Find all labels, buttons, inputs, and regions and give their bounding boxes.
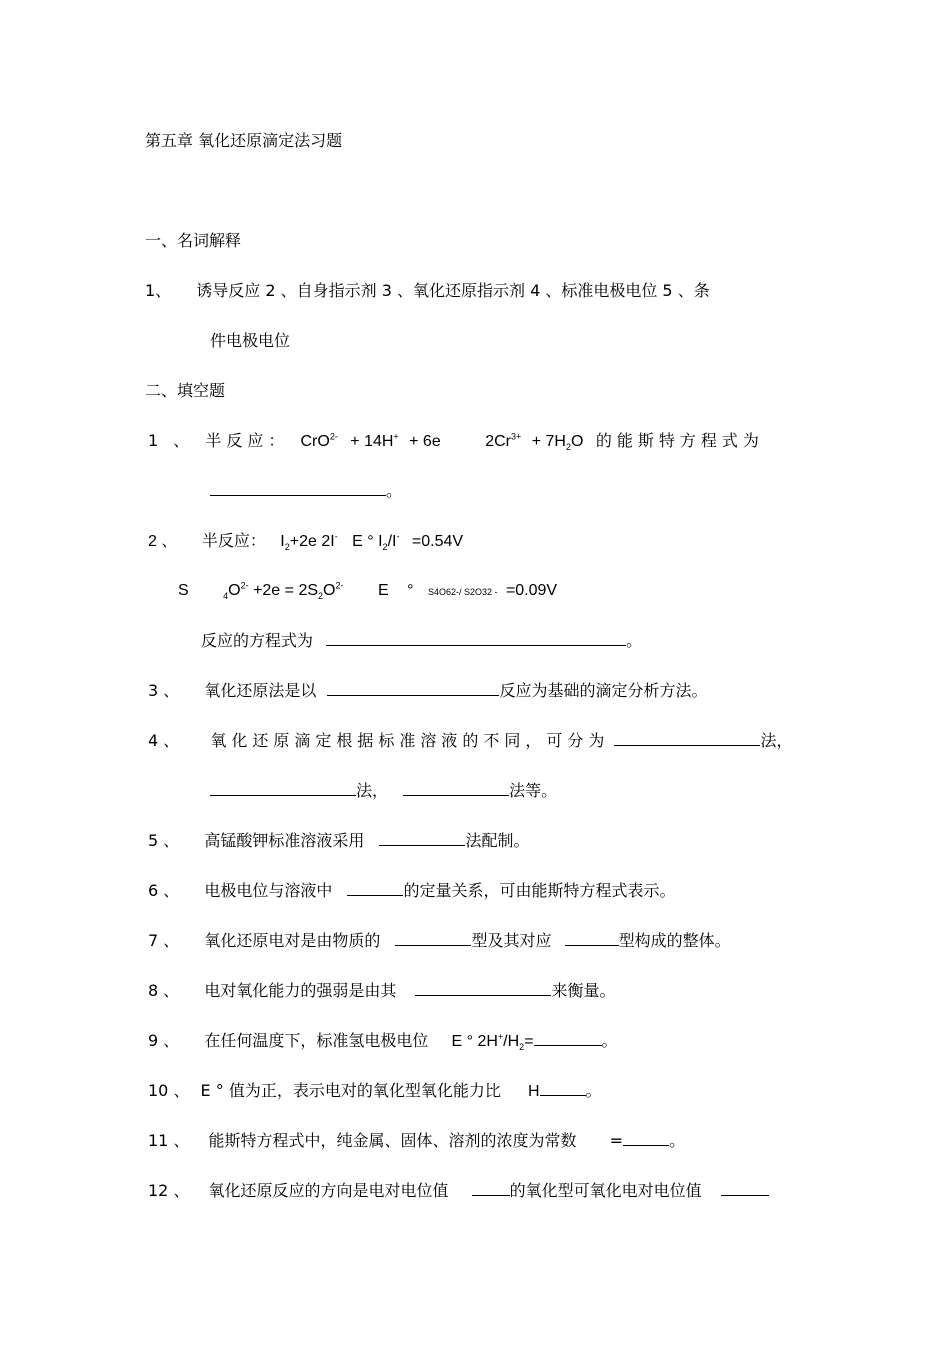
- question-number: 5 、: [148, 831, 180, 850]
- question-2-2-line3: 反应的方程式为 。: [201, 631, 643, 650]
- equation: CrO$^{2-}$ + 14H+ + 6e $2Cr^{3+} + 7H_2O$: [300, 431, 584, 453]
- blank-line[interactable]: [534, 1031, 602, 1046]
- question-number: 7 、: [148, 931, 180, 950]
- question-2-9: 9 、 在任何温度下，标准氢电极电位 E ° $2H^+/H_2=$ 。: [148, 1031, 618, 1053]
- question-number: 11 、: [148, 1131, 190, 1150]
- question-2-8: 8 、 电对氧化能力的强弱是由其 来衡量。: [148, 981, 616, 1000]
- question-2-2: 2 、 半反应： $I_2+2e$ 2I- E ° $I_2/I^- =0.54V$: [148, 531, 464, 553]
- blank-line[interactable]: [210, 481, 386, 496]
- question-number: 9 、: [148, 1031, 180, 1050]
- answer-blank-1: 。: [210, 481, 402, 501]
- page-title: 第五章 氧化还原滴定法习题: [145, 131, 343, 150]
- question-2-2-eq2: S $_4O^{2-} +2e = 2S_2O^{2-}$ E ° S4O62-/ S2O32 - =0.09V: [178, 580, 558, 602]
- question-2-3: 3 、 氧化还原法是以 反应为基础的滴定分析方法。: [148, 681, 708, 700]
- question-text: 半反应：: [201, 531, 266, 550]
- blank-line[interactable]: [472, 1181, 510, 1196]
- question-number: 6 、: [148, 881, 180, 900]
- question-number: 1、: [145, 281, 172, 300]
- question-2-7: 7 、 氧化还原电对是由物质的 型及其对应 型构成的整体。: [148, 931, 731, 950]
- question-tail: 的能斯特方程式为: [595, 431, 764, 450]
- blank-line[interactable]: [614, 731, 760, 746]
- question-number: 3 、: [148, 681, 180, 700]
- blank-line[interactable]: [326, 631, 626, 646]
- question-1-1: [145, 281, 710, 301]
- question-1-1-cont: 件电极电位: [210, 331, 291, 350]
- section-heading-terms: 一、名词解释: [145, 231, 242, 250]
- question-text: 诱导反应 2 、自身指示剂 3 、氧化还原指示剂 4 、标准电极电位 5 、条: [196, 281, 710, 300]
- blank-line[interactable]: [347, 881, 403, 896]
- blank-line[interactable]: [721, 1181, 769, 1196]
- question-number: 8 、: [148, 981, 180, 1000]
- question-number: 4 、: [148, 731, 180, 750]
- question-2-6: 6 、 电极电位与溶液中 的定量关系，可由能斯特方程式表示。: [148, 881, 676, 900]
- section-heading-fill: 二、填空题: [145, 381, 226, 400]
- question-number: 2 、: [148, 533, 178, 550]
- question-2-1: [148, 431, 764, 452]
- blank-line[interactable]: [379, 831, 465, 846]
- question-2-10: 10 、 E ° 值为正，表示电对的氧化型氧化能力比 H 。: [148, 1081, 602, 1100]
- question-number: 10 、: [148, 1081, 190, 1100]
- question-number: 1 、: [148, 431, 195, 450]
- question-2-4: 4 、 氧化还原滴定根据标准溶液的不同，可分为 法，: [148, 731, 793, 750]
- question-number: 12 、: [148, 1181, 190, 1200]
- blank-line[interactable]: [395, 931, 471, 946]
- blank-line[interactable]: [403, 781, 509, 796]
- blank-line[interactable]: [415, 981, 551, 996]
- blank-line[interactable]: [623, 1131, 669, 1146]
- question-2-5: 5 、 高锰酸钾标准溶液采用 法配制。: [148, 831, 530, 850]
- question-text: 半反应：: [205, 431, 290, 450]
- question-2-11: 11 、 能斯特方程式中，纯金属、固体、溶剂的浓度为常数 = 。: [148, 1131, 686, 1150]
- blank-line[interactable]: [210, 781, 356, 796]
- question-2-12: 12 、 氧化还原反应的方向是电对电位值 的氧化型可氧化电对电位值: [148, 1181, 769, 1201]
- blank-line[interactable]: [565, 931, 619, 946]
- blank-line[interactable]: [327, 681, 499, 696]
- blank-line[interactable]: [540, 1081, 586, 1096]
- question-2-4-cont: 法， 法等。: [210, 781, 557, 801]
